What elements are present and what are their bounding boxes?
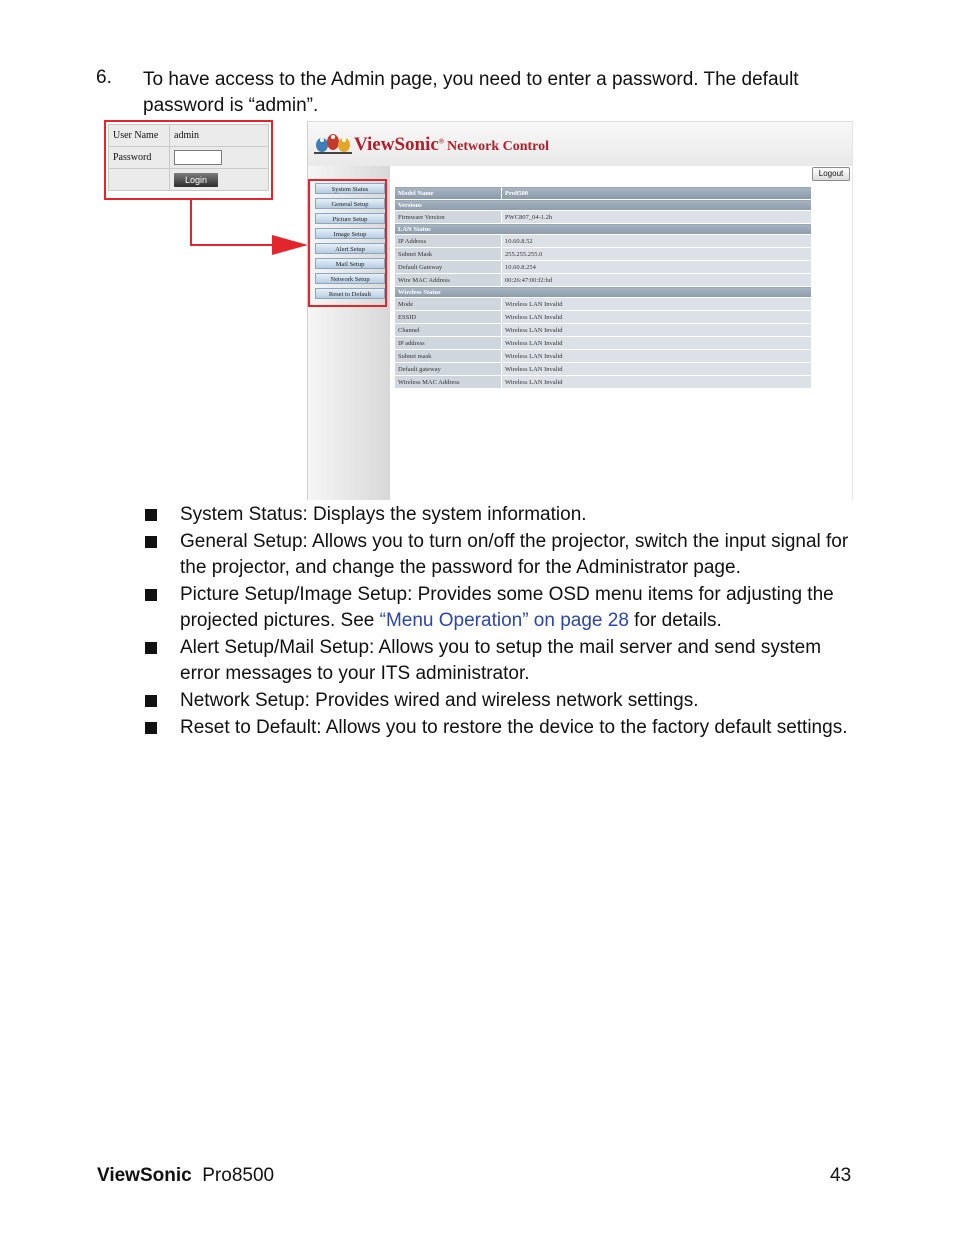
firmware-label: Firmware Version — [395, 211, 502, 224]
viewsonic-birds-icon — [314, 128, 352, 156]
bullet-square-icon — [145, 589, 157, 601]
menu-operation-link[interactable]: “Menu Operation” on page 28 — [379, 610, 629, 631]
table-row — [395, 324, 812, 337]
model-label: Model Name — [395, 187, 502, 200]
lan-header: LAN Status — [395, 224, 812, 235]
wireless-label: Channel — [395, 324, 502, 337]
table-section — [395, 224, 812, 235]
gateway-value: 10.60.8.254 — [502, 261, 812, 274]
subnet-label: Subnet Mask — [395, 248, 502, 261]
wireless-value: Wireless LAN Invalid — [502, 311, 812, 324]
wireless-label: ESSID — [395, 311, 502, 324]
brand-name: ViewSonic — [354, 134, 439, 155]
list-item — [145, 635, 865, 687]
bullet-square-icon — [145, 695, 157, 707]
wireless-value: Wireless LAN Invalid — [502, 363, 812, 376]
username-value[interactable]: admin — [170, 125, 269, 147]
username-label: User Name — [109, 125, 170, 147]
table-row — [395, 211, 812, 224]
table-row — [395, 363, 812, 376]
network-control-screenshot — [307, 121, 853, 500]
ip-label: IP Address — [395, 235, 502, 248]
firmware-value: PWC807_04-1.2h — [502, 211, 812, 224]
list-item — [145, 502, 865, 528]
list-item — [145, 582, 865, 634]
table-row — [395, 248, 812, 261]
password-label: Password — [109, 147, 170, 169]
footer-model: Pro8500 — [202, 1165, 275, 1186]
menu-general-setup[interactable]: General Setup — [315, 198, 385, 209]
brand-product: Network Control — [447, 139, 550, 154]
table-row — [395, 274, 812, 287]
wireless-label: Subnet mask — [395, 350, 502, 363]
wireless-value: Wireless LAN Invalid — [502, 376, 812, 389]
table-row — [395, 350, 812, 363]
versions-header: Versions — [395, 200, 812, 211]
subnet-value: 255.255.255.0 — [502, 248, 812, 261]
table-section — [395, 287, 812, 298]
table-section — [395, 200, 812, 211]
step-text: To have access to the Admin page, you need to enter a password. The default password is “admin”. — [143, 69, 799, 116]
table-row — [395, 376, 812, 389]
list-item-text: Picture Setup/Image Setup: Provides some OSD menu items for adjusting the projected pictures. See — [180, 584, 834, 631]
menu-reset-default[interactable]: Reset to Default — [315, 288, 385, 299]
brand-mark: ® — [438, 137, 445, 146]
login-form — [108, 124, 269, 191]
brand-title — [354, 134, 549, 156]
login-box-highlight — [104, 120, 273, 200]
bullet-square-icon — [145, 536, 157, 548]
menu-alert-setup[interactable]: Alert Setup — [315, 243, 385, 254]
status-table — [394, 186, 812, 389]
wireless-label: Wireless MAC Address — [395, 376, 502, 389]
table-row — [395, 337, 812, 350]
footer-brand-name: ViewSonic — [97, 1165, 192, 1186]
page-number: 43 — [830, 1165, 852, 1186]
wireless-header: Wireless Status — [395, 287, 812, 298]
list-item-text: Alert Setup/Mail Setup: Allows you to setup the mail server and send system error messages to your ITS administrator. — [180, 637, 822, 684]
wireless-value: Wireless LAN Invalid — [502, 337, 812, 350]
wireless-label: IP address — [395, 337, 502, 350]
menu-mail-setup[interactable]: Mail Setup — [315, 258, 385, 269]
list-item-text: for details. — [628, 610, 722, 631]
list-item-text: System Status: Displays the system information. — [180, 504, 587, 525]
list-item — [145, 529, 865, 581]
menu-image-setup[interactable]: Image Setup — [315, 228, 385, 239]
ip-value: 10.60.8.52 — [502, 235, 812, 248]
bullet-square-icon — [145, 642, 157, 654]
list-item — [145, 715, 865, 741]
table-row — [395, 235, 812, 248]
wireless-value: Wireless LAN Invalid — [502, 350, 812, 363]
model-value: Pro8500 — [502, 187, 812, 200]
menu-picture-setup[interactable]: Picture Setup — [315, 213, 385, 224]
table-row — [395, 298, 812, 311]
wireless-label: Default gateway — [395, 363, 502, 376]
password-input[interactable] — [174, 150, 222, 165]
login-button[interactable]: Login — [174, 173, 218, 187]
list-item-text: General Setup: Allows you to turn on/off the projector, switch the input signal for the projector, and change the password for the Administrator page. — [180, 531, 849, 578]
bullet-square-icon — [145, 509, 157, 521]
list-item — [145, 688, 865, 714]
table-row — [395, 261, 812, 274]
login-empty-cell — [109, 169, 170, 191]
logout-button[interactable]: Logout — [812, 167, 850, 181]
bullet-square-icon — [145, 722, 157, 734]
feature-list — [145, 502, 865, 742]
menu-system-status[interactable]: System Status — [315, 183, 385, 194]
table-row — [395, 187, 812, 200]
arrow-icon — [180, 196, 310, 260]
list-item-text: Reset to Default: Allows you to restore the device to the factory default settings. — [180, 717, 848, 738]
list-item-text: Network Setup: Provides wired and wireless network settings. — [180, 690, 699, 711]
wireless-value: Wireless LAN Invalid — [502, 298, 812, 311]
table-row — [395, 311, 812, 324]
mac-label: Wire MAC Address — [395, 274, 502, 287]
menu-network-setup[interactable]: Network Setup — [315, 273, 385, 284]
gateway-label: Default Gateway — [395, 261, 502, 274]
mac-value: 00:26:47:00:f2:bd — [502, 274, 812, 287]
wireless-label: Mode — [395, 298, 502, 311]
menu-highlight — [308, 179, 387, 307]
banner — [308, 122, 852, 166]
wireless-value: Wireless LAN Invalid — [502, 324, 812, 337]
step-number: 6. — [96, 67, 112, 88]
footer-brand — [97, 1165, 274, 1187]
